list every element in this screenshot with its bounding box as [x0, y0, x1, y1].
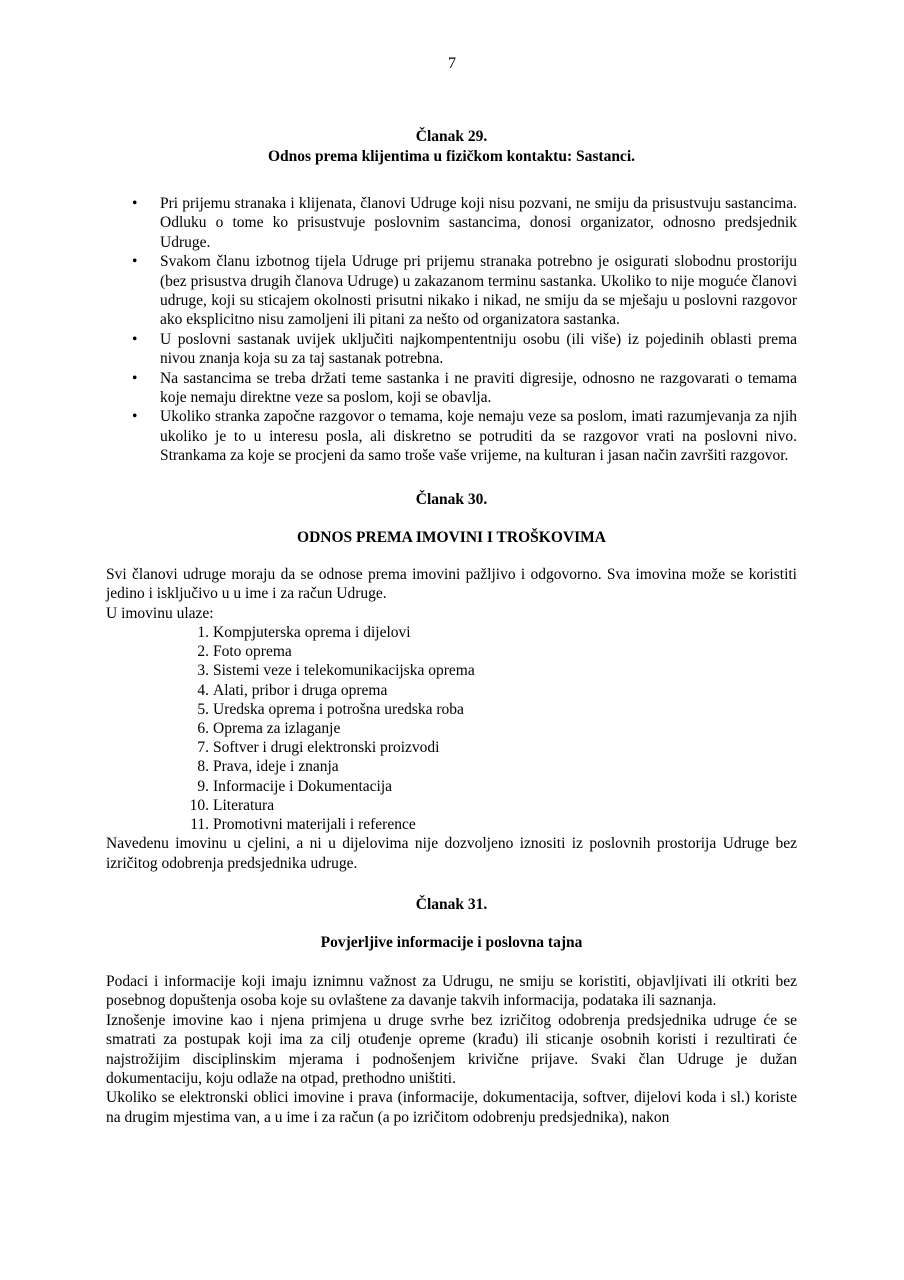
article-31-paragraph: Podaci i informacije koji imaju iznimnu važnost za Udrugu, ne smiju se koristiti, objavljivati ili otkriti bez posebnog dopuštenja osoba koje su ovlaštene za davanje takvih informacija, podataka ili saznanja. — [106, 972, 797, 1010]
article-31-paragraph: Iznošenje imovine kao i njena primjena u druge svrhe bez izričitog odobrenja predsjednika udruge će se smatrati za postupak koji ima za cilj otuđenje opreme (krađu) ili sticanje osobnih koristi i rezultirati će najstrožijim disciplinskim mjerama i podnošenjem krivične prijave. Svaki član Udruge je dužan dokumentaciju, koju odlaže na otpad, prethodno uništiti. — [106, 1011, 797, 1087]
bullet-icon: • — [132, 369, 138, 387]
asset-list-item: 2. Foto oprema — [197, 643, 292, 661]
bullet-item: • Svakom članu izbotnog tijela Udruge pri prijemu stranaka potrebno je osigurati slobodnu prostoriju (bez prisustva drugih članova Udruge) u zakazanom terminu sastanka. Ukoliko to nije moguće članovi udruge, koji su sticajem okolnosti prisutni nikako i nikad, ne smiju da se mješaju u poslovni razgovor ako eksplicitno nisu zamoljeni ili pitani za nešto od organizatora sastanka. — [132, 253, 797, 329]
bullet-icon: • — [132, 195, 138, 212]
page-number: 7 — [448, 55, 456, 72]
bullet-icon: • — [132, 408, 138, 426]
article-29 — [106, 127, 797, 466]
asset-list-item: 5. Uredska oprema i potrošna uredska roba — [197, 700, 464, 718]
bullet-icon: • — [132, 253, 138, 271]
asset-list-item: 8. Prava, ideje i znanja — [197, 758, 339, 776]
asset-list-item: 11. Promotivni materijali i reference — [190, 815, 416, 833]
article-30-title: Članak 30. — [415, 490, 488, 508]
bullet-item: • Ukoliko stranka započne razgovor o temama, koje nemaju veze sa poslom, imati razumjevanja za njih ukoliko je to u interesu posla, ali diskretno se potruditi da se razgovor vrati na poslovni nivo. Strankama za koje se procjeni da samo troše vaše vrijeme, na kulturan i jasan način završiti razgovor. — [132, 408, 797, 465]
asset-list-item: 9. Informacije i Dokumentacija — [197, 777, 393, 795]
bullet-item: • Pri prijemu stranaka i klijenata, članovi Udruge koji nisu pozvani, ne smiju da prisustvuju sastancima. Odluku o tome ko prisustvuje poslovnim sastancima, donosi organizator, odnosno predsjednik Udruge. — [132, 195, 797, 251]
bullet-item: • Na sastancima se treba držati teme sastanka i ne praviti digresije, odnosno ne razgovarati o temama koje nemaju direktne veze sa poslom, koji se obavlja. — [132, 369, 797, 407]
article-30-list-lead: U imovinu ulaze: — [106, 604, 214, 622]
asset-list-item: 4. Alati, pribor i druga oprema — [197, 681, 388, 699]
asset-list-item: 10. Literatura — [189, 796, 275, 814]
asset-list-item: 6. Oprema za izlaganje — [197, 719, 341, 737]
article-30-subtitle: ODNOS PREMA IMOVINI I TROŠKOVIMA — [297, 528, 606, 546]
article-30 — [106, 490, 797, 873]
article-31-title: Članak 31. — [415, 895, 488, 913]
article-30-closing: Navedenu imovinu u cjelini, a ni u dijelovima nije dozvoljeno iznositi iz poslovnih prostorija Udruge bez izričitog odobrenja predsjednika udruge. — [106, 835, 797, 872]
article-30-intro: Svi članovi udruge moraju da se odnose prema imovini pažljivo i odgovorno. Sva imovina može se koristiti jedino i isključivo u u ime i za račun Udruge. — [106, 565, 797, 603]
bullet-icon: • — [132, 330, 138, 348]
article-29-subtitle: Odnos prema klijentima u fizičkom kontaktu: Sastanci. — [267, 148, 635, 165]
asset-list — [106, 623, 797, 834]
article-31 — [106, 895, 797, 1127]
article-31-paragraph: Ukoliko se elektronski oblici imovine i prava (informacije, dokumentacija, softver, dijelovi koda i sl.) koriste na drugim mjestima van, a u ime i za račun (a po izričitom odobrenju predsjednika), nakon — [106, 1089, 797, 1126]
asset-list-item: 7. Softver i drugi elektronski proizvodi — [197, 739, 440, 757]
asset-list-item: 3. Sistemi veze i telekomunikacijska oprema — [197, 662, 475, 680]
asset-list-item: 1. Kompjuterska oprema i dijelovi — [197, 623, 411, 641]
bullet-item: • U poslovni sastanak uvijek uključiti najkompententniju osobu (ili više) iz pojedinih oblasti prema nivou znanja koja su za taj sastanak potrebna. — [132, 330, 797, 368]
article-31-subtitle: Povjerljive informacije i poslovna tajna — [320, 933, 583, 951]
article-29-bullet-list — [106, 194, 797, 466]
page-content — [106, 127, 797, 1127]
article-29-title: Članak 29. — [415, 128, 488, 145]
